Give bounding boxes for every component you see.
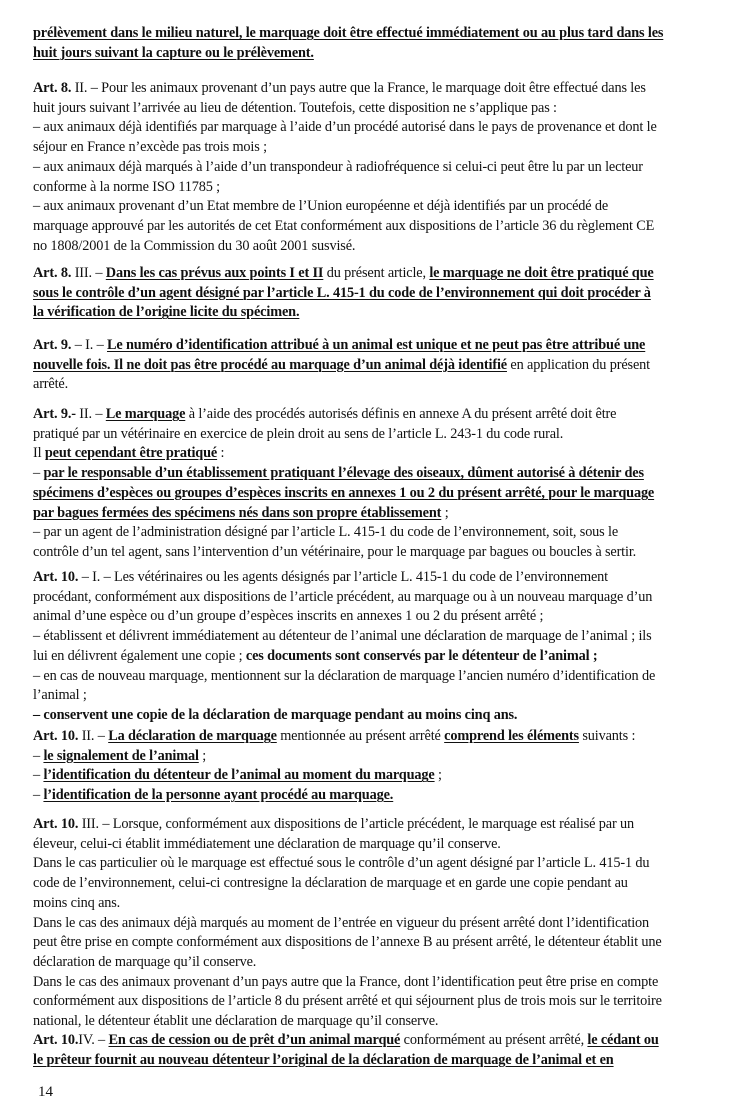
text: contrôle d’un tel agent, sans l’intervention d’un vétérinaire, pour le marquage par bagues ou boucles à sertir. [33,543,637,560]
text: – I. – [71,337,107,353]
list-item: – conservent une copie de la déclaration de marquage pendant au moins cinq ans. [33,706,518,723]
list-item [33,786,745,806]
text: national, le détenteur établit une déclaration de marquage qu’il conserve. [33,1013,439,1030]
text: – [33,787,44,804]
text: Dans le cas particulier où le marquage est effectué sous le contrôle d’un agent désigné par l’article L. 415-1 du [33,855,650,872]
emphasis: ces documents sont conservés par le détenteur de l’animal ; [245,647,598,664]
article-heading: Art. 10. [33,816,79,832]
text: : [217,445,225,462]
text: ; [434,767,442,784]
text: marquage approuvé par les autorités de cet Etat conformément aux dispositions de l’article 36 du règlement CE [33,217,655,234]
article-heading: Art. 10. [33,728,79,744]
emphasis: le cédant ou [587,1032,659,1048]
emphasis: l’identification de la personne ayant procédé au marquage. [43,787,394,804]
text: en application du présent [506,356,650,373]
article-10-I [33,568,745,726]
text: conformément au présent arrêté, [400,1032,588,1048]
text: Dans le cas des animaux provenant d’un pays autre que la France, dont l’identification peut être prise en compte [33,973,659,990]
list-item [33,766,745,786]
text: procédant, conformément aux dispositions de l’article précédent, au marquage ou à un nouveau marquage d’un [33,588,653,605]
list-item: – aux animaux provenant d’un Etat membre de l’Union européenne et déjà identifiés par un procédé de [33,198,609,215]
list-item: – établissent et délivrent immédiatement au détenteur de l’animal une déclaration de marquage de l’animal ; ils [33,628,652,645]
text: lui en délivrent également une copie ; [33,647,246,664]
article-heading: Art. 8. [33,80,72,96]
emphasis: nouvelle fois. Il ne doit pas être procédé au marquage d’un animal déjà identifié [33,356,507,373]
page-number: 14 [38,1084,53,1100]
emphasis: La déclaration de marquage [108,728,277,744]
text: II. – [75,406,106,422]
emphasis: la vérification de l’origine licite du spécimen. [33,304,300,321]
article-heading: Art. 9. [33,337,72,353]
emphasis: spécimens d’espèces ou groupes d’espèces inscrits en annexes 1 ou 2 du présent arrêté, pour le marquage [33,484,655,501]
text: l’animal ; [33,687,87,704]
article-10-IV [33,1031,745,1070]
list-item: – aux animaux déjà marqués à l’aide d’un transpondeur à radiofréquence si celui-ci peut être lu par un lecteur [33,158,643,175]
text: séjour en France n’excède pas trois mois ; [33,139,267,156]
text: ; [198,747,207,764]
emphasis: le signalement de l’animal [43,747,199,764]
text: IV. – [78,1032,109,1048]
text: suivants : [578,728,636,744]
emphasis: Le numéro d’identification attribué à un animal est unique et ne peut pas être attribué une [107,337,646,353]
text: conformément aux dispositions de l’article 8 du présent arrêté et qui séjournent plus de trois mois sur le territoire [33,993,662,1010]
article-10-III [33,815,745,1032]
text: déclaration de marquage qu’il conserve. [33,953,257,970]
emphasis: par le responsable d’un établissement pratiquant l’élevage des oiseaux, dûment autorisé à détenir des [43,465,644,482]
text: – I. – Les vétérinaires ou les agents désignés par l’article L. 415-1 du code de l’environnement [78,569,609,585]
intro-line-2: huit jours suivant la capture ou le prélèvement. [33,44,314,61]
article-heading: Art. 8. [33,265,72,281]
text: peut être prise en compte conformément aux dispositions de l’annexe B au présent arrêté, le détenteur établit une [33,934,662,951]
emphasis: l’identification du détenteur de l’animal au moment du marquage [43,767,435,784]
intro-line-1: prélèvement dans le milieu naturel, le marquage doit être effectué immédiatement ou au plus tard dans les [33,25,664,41]
article-8-III [33,264,745,323]
emphasis: peut cependant être pratiqué [44,445,218,462]
text: moins cinq ans. [33,894,121,911]
text: code de l’environnement, celui-ci contresigne la déclaration de marquage et en garde une copie pendant au [33,875,628,892]
text: Il [33,445,45,462]
emphasis: Dans les cas prévus aux points I et II [105,265,324,281]
article-9-I [33,336,745,395]
list-item: – par un agent de l’administration désigné par l’article L. 415-1 du code de l’environnement, soit, sous le [33,524,619,541]
article-9-II [33,405,745,563]
text: mentionnée au présent arrêté [276,728,445,744]
emphasis: comprend les éléments [444,728,579,744]
list-item [33,747,745,767]
text: à l’aide des procédés autorisés définis en annexe A du présent arrêté doit être [185,406,617,422]
text: huit jours suivant l’arrivée au lieu de détention. Toutefois, cette disposition ne s’applique pas : [33,99,557,116]
text: ; [441,504,449,521]
text: – [33,465,44,482]
emphasis: le prêteur fournit au nouveau détenteur l’original de la déclaration de marquage de l’animal et en [33,1051,614,1068]
text: II. – Pour les animaux provenant d’un pays autre que la France, le marquage doit être effectué dans les [71,80,646,96]
list-item: – aux animaux déjà identifiés par marquage à l’aide d’un procédé autorisé dans le pays de provenance et dont le [33,119,657,136]
article-heading: Art. 10. [33,1032,79,1048]
text: éleveur, celui-ci établit immédiatement une déclaration de marquage qu’il conserve. [33,835,501,852]
emphasis: Le marquage [105,406,186,422]
text: du présent article, [323,265,430,281]
article-heading: Art. 10. [33,569,79,585]
article-8-II [33,79,745,256]
text: pratiqué par un vétérinaire en exercice de plein droit au sens de l’article L. 243-1 du code rural. [33,425,564,442]
text: conforme à la norme ISO 11785 ; [33,178,220,195]
article-heading: Art. 9.- [33,406,76,422]
text: Dans le cas des animaux déjà marqués au moment de l’entrée en vigueur du présent arrêté dont l’identification [33,914,650,931]
list-item: – en cas de nouveau marquage, mentionnent sur la déclaration de marquage l’ancien numéro d’identification de [33,667,656,684]
text: III. – Lorsque, conformément aux dispositions de l’article précédent, le marquage est réalisé par un [78,816,634,832]
emphasis: par bagues fermées des spécimens nés dans son propre établissement [33,504,442,521]
text: arrêté. [33,376,69,393]
text: animal d’une espèce ou d’un groupe d’espèces inscrits en annexes 1 ou 2 du présent arrêté ; [33,608,544,625]
emphasis: En cas de cession ou de prêt d’un animal marqué [108,1032,401,1048]
text: – [33,767,44,784]
text: III. – [71,265,106,281]
text: II. – [78,728,109,744]
text: – [33,747,44,764]
intro-paragraph [33,24,745,63]
emphasis: sous le contrôle d’un agent désigné par l’article L. 415-1 du code de l’environnement qui doit procéder à [33,284,651,301]
emphasis: le marquage ne doit être pratiqué que [429,265,654,281]
article-10-II [33,727,745,806]
text: no 1808/2001 de la Commission du 30 août 2001 susvisé. [33,237,356,254]
